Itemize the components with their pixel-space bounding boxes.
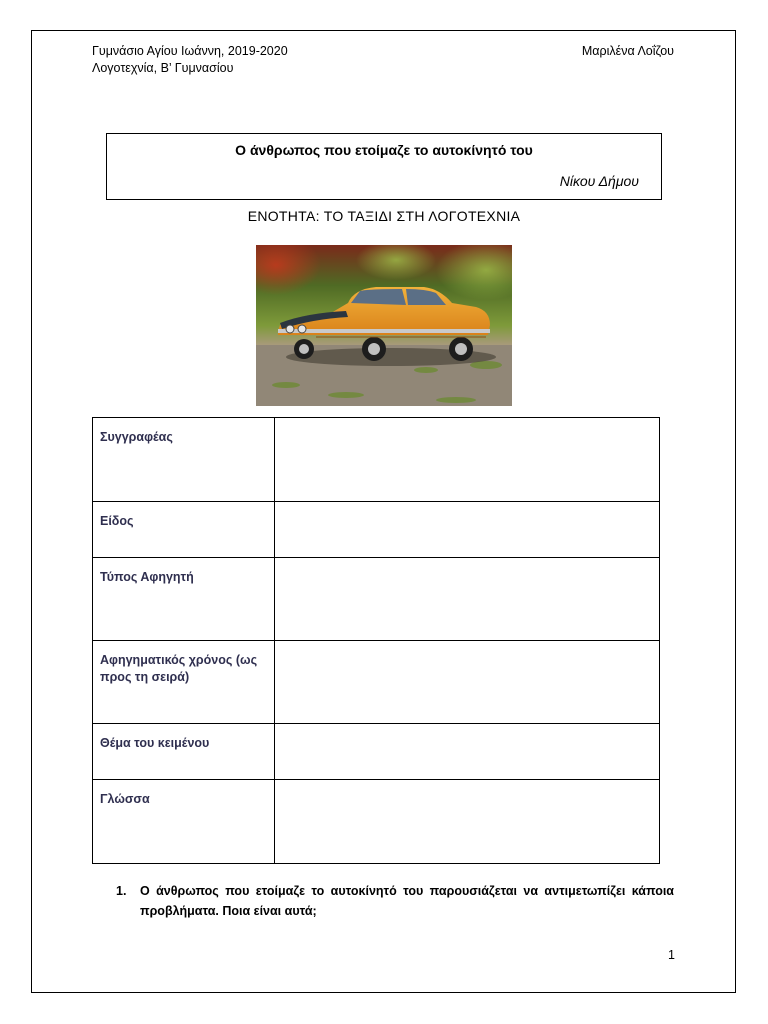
author-name: Νίκου Δήμου [559,173,639,189]
row-label-narrative-time: Αφηγηματικός χρόνος (ως προς τη σειρά) [93,641,275,724]
row-label-genre: Είδος [93,502,275,558]
unit-heading: ΕΝΟΤΗΤΑ: ΤΟ ΤΑΞΙΔΙ ΣΤΗ ΛΟΓΟΤΕΧΝΙΑ [247,208,521,224]
row-value-genre[interactable] [274,502,659,558]
row-label-author: Συγγραφέας [93,418,275,502]
header-left [92,43,288,77]
title-box [106,133,662,200]
info-table [92,417,660,864]
table-row [93,724,660,780]
car-icon [256,245,512,406]
table-row [93,502,660,558]
question-1 [116,881,674,921]
question-number: 1. [116,884,127,898]
teacher-name: Μαριλένα Λοΐζου [581,44,674,58]
row-value-author[interactable] [274,418,659,502]
question-text: Ο άνθρωπος που ετοίμαζε το αυτοκίνητό του παρουσιάζεται να αντιμετωπίζει κάποια προβλήματα. Ποια είναι αυτά; [140,884,674,918]
class-line: Λογοτεχνία, Β’ Γυμνασίου [92,61,234,75]
row-value-theme[interactable] [274,724,659,780]
row-value-narrative-time[interactable] [274,641,659,724]
row-label-language: Γλώσσα [93,780,275,864]
page-number: 1 [668,948,675,962]
table-row [93,641,660,724]
row-label-theme: Θέμα του κειμένου [93,724,275,780]
row-value-language[interactable] [274,780,659,864]
school-line: Γυμνάσιο Αγίου Ιωάννη, 2019-2020 [92,44,288,58]
table-row [93,780,660,864]
table-row [93,558,660,641]
vintage-car-photo [256,245,512,406]
row-label-narrator: Τύπος Αφηγητή [93,558,275,641]
table-row [93,418,660,502]
header-right [582,43,674,60]
row-value-narrator[interactable] [274,558,659,641]
document-title: Ο άνθρωπος που ετοίμαζε το αυτοκίνητό του [235,142,533,158]
